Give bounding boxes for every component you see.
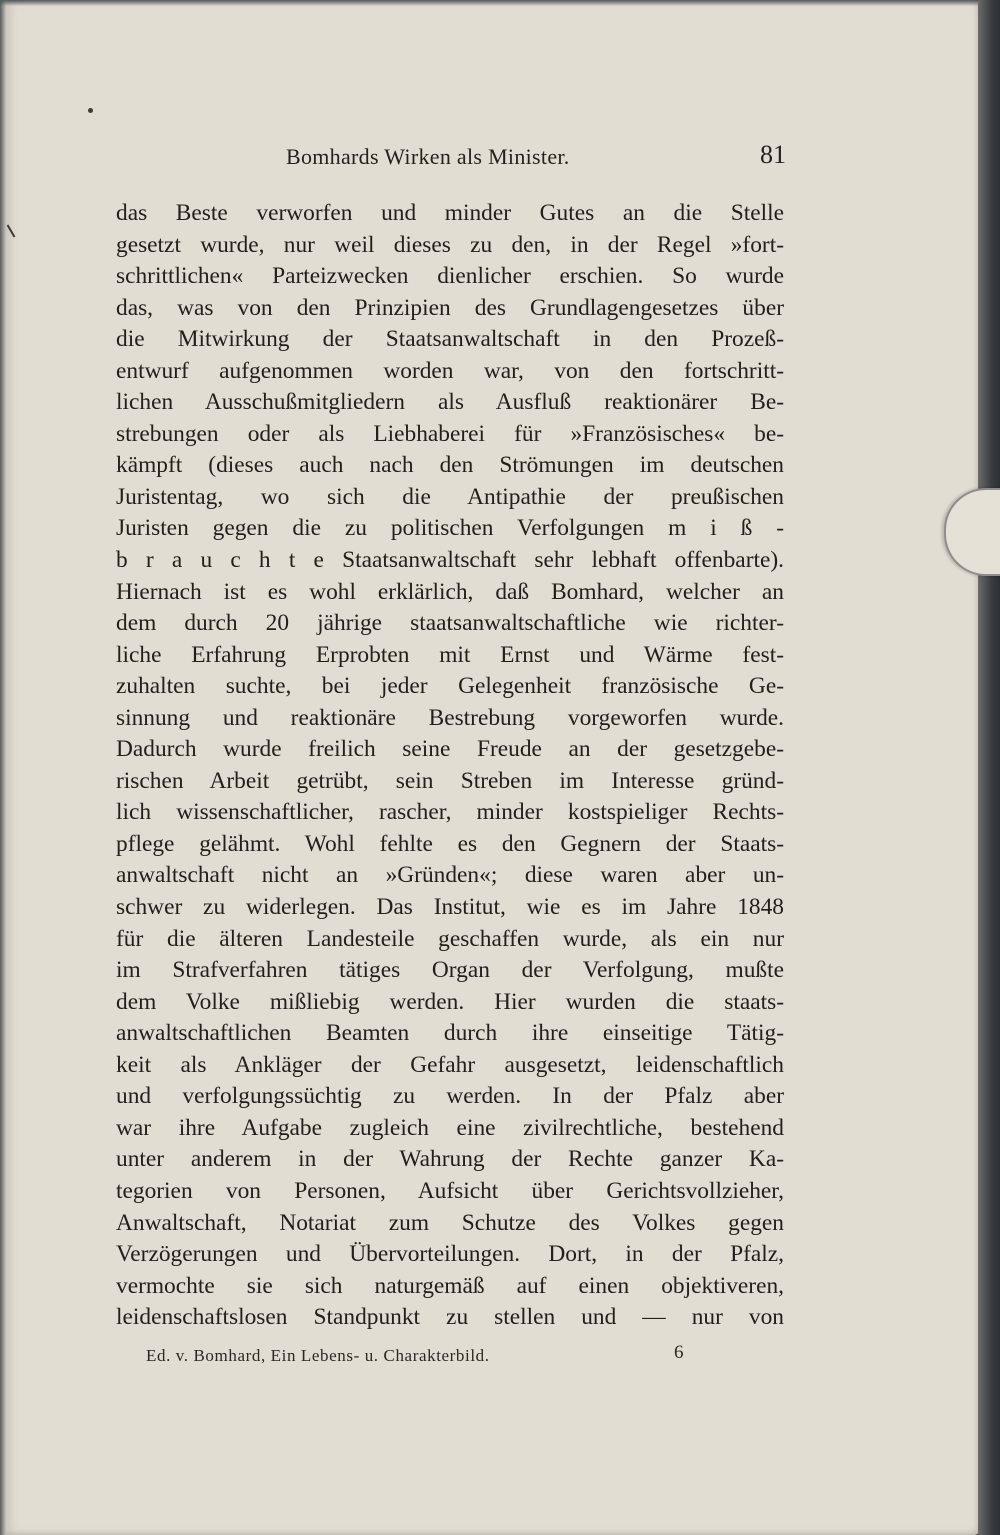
page-number: 81 <box>760 140 786 169</box>
text-line: für die älteren Landesteile geschaffen wurde, als ein nur <box>116 925 784 952</box>
text-line: lichen Ausschußmitgliedern als Ausfluß reaktionärer Be- <box>116 389 784 416</box>
text-line: gesetzt wurde, nur weil dieses zu den, in der Regel »fort- <box>116 231 784 258</box>
text-line: zuhalten suchte, bei jeder Gelegenheit französische Ge- <box>116 673 784 700</box>
text-line: das, was von den Prinzipien des Grundlagengesetzes über <box>116 294 784 321</box>
margin-dot-mark <box>88 108 93 113</box>
text-line: Hiernach ist es wohl erklärlich, daß Bomhard, welcher an <box>116 578 784 605</box>
signature-mark: 6 <box>674 1342 684 1363</box>
text-line: tegorien von Personen, Aufsicht über Gerichtsvollzieher, <box>116 1177 784 1204</box>
text-line: pflege gelähmt. Wohl fehlte es den Gegnern der Staats- <box>116 830 784 857</box>
text-line: entwurf aufgenommen worden war, von den fortschritt- <box>116 357 784 384</box>
text-line: Dadurch wurde freilich seine Freude an der gesetzgebe- <box>116 736 784 763</box>
text-line: anwaltschaftlichen Beamten durch ihre einseitige Tätig- <box>116 1020 784 1047</box>
page-footer <box>146 1342 706 1372</box>
text-line: sinnung und reaktionäre Bestrebung vorgeworfen wurde. <box>116 704 784 731</box>
text-line: unter anderem in der Wahrung der Rechte ganzer Ka- <box>116 1146 784 1173</box>
text-line: und verfolgungssüchtig zu werden. In der Pfalz aber <box>116 1083 784 1110</box>
text-line: vermochte sie sich naturgemäß auf einen objektiveren, <box>116 1272 784 1299</box>
body-text <box>116 198 784 1334</box>
text-line: Anwaltschaft, Notariat zum Schutze des Volkes gegen <box>116 1209 784 1236</box>
text-line: Juristen gegen die zu politischen Verfolgungen m i ß - <box>116 515 784 542</box>
text-line: rischen Arbeit getrübt, sein Streben im Interesse gründ- <box>116 767 784 794</box>
text-line: dem Volke mißliebig werden. Hier wurden die staats- <box>116 988 784 1015</box>
text-line: war ihre Aufgabe zugleich eine zivilrechtliche, bestehend <box>116 1114 784 1141</box>
page-stack-edge <box>978 0 1000 1535</box>
page-header <box>116 138 786 178</box>
text-line: schrittlichen« Parteizwecken dienlicher erschien. So wurde <box>116 263 784 290</box>
text-line: Juristentag, wo sich die Antipathie der preußischen <box>116 483 784 510</box>
text-line: schwer zu widerlegen. Das Institut, wie es im Jahre 1848 <box>116 894 784 921</box>
text-line: anwaltschaft nicht an »Gründen«; diese waren aber un- <box>116 862 784 889</box>
text-line: liche Erfahrung Erprobten mit Ernst und Wärme fest- <box>116 641 784 668</box>
text-line: strebungen oder als Liebhaberei für »Französisches« be- <box>116 420 784 447</box>
page-top-edge <box>0 0 1000 6</box>
text-line: das Beste verworfen und minder Gutes an die Stelle <box>116 200 784 226</box>
text-line: Verzögerungen und Übervorteilungen. Dort, in der Pfalz, <box>116 1241 784 1268</box>
text-line: dem durch 20 jährige staatsanwaltschaftliche wie richter- <box>116 610 784 637</box>
running-head: Bomhards Wirken als Minister. <box>286 144 570 169</box>
text-line: b r a u c h t e Staatsanwaltschaft sehr lebhaft offenbarte). <box>116 547 784 574</box>
text-line: lich wissenschaftlicher, rascher, minder kostspieliger Rechts- <box>116 799 784 826</box>
text-line: kämpft (dieses auch nach den Strömungen im deutschen <box>116 452 784 479</box>
text-line: im Strafverfahren tätiges Organ der Verfolgung, mußte <box>116 957 784 984</box>
binding-gutter <box>0 0 6 1535</box>
footer-imprint: Ed. v. Bomhard, Ein Lebens- u. Charakterbild. <box>146 1346 490 1365</box>
text-line: leidenschaftslosen Standpunkt zu stellen und — nur von <box>116 1304 784 1331</box>
text-line: die Mitwirkung der Staatsanwaltschaft in den Prozeß- <box>116 326 784 353</box>
text-line: keit als Ankläger der Gefahr ausgesetzt, leidenschaftlich <box>116 1051 784 1078</box>
